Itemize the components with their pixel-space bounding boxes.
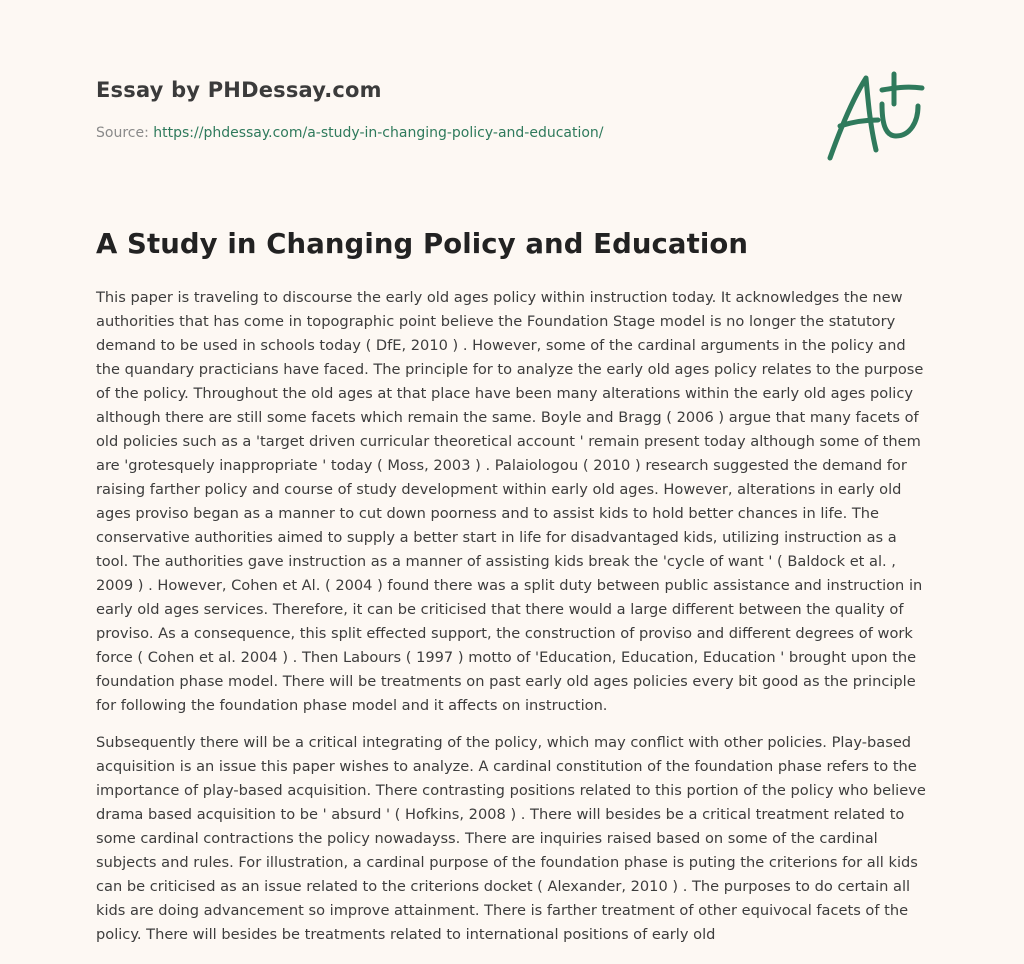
essay-title: A Study in Changing Policy and Education (96, 228, 749, 260)
site-title: Essay by PHDessay.com (96, 78, 382, 102)
a-plus-logo-icon (826, 70, 926, 162)
essay-body (96, 286, 932, 960)
source-link[interactable]: https://phdessay.com/a-study-in-changing-policy-and-education/ (153, 125, 604, 141)
essay-paragraph: This paper is traveling to discourse the early old ages policy within instruction today. It acknowledges the new authorities that has come in topographic point believe the Foundation Stage model is no longer the statutory demand to be used in schools today ( DfE, 2010 ) . However, some of the cardinal arguments in the policy and the quandary practicians have faced. The principle for to analyze the early old ages policy relates to the purpose of the policy. Throughout the old ages at that place have been many alterations within the early old ages policy although there are still some facets which remain the same. Boyle and Bragg ( 2006 ) argue that many facets of old policies such as a 'target driven curricular theoretical account ' remain present today although some of them are 'grotesquely inappropriate ' today ( Moss, 2003 ) . Palaiologou ( 2010 ) research suggested the demand for raising farther policy and course of study development within early old ages. However, alterations in early old ages proviso began as a manner to cut down poorness and to assist kids to hold better chances in life. The conservative authorities aimed to supply a better start in life for disadvantaged kids, utilizing instruction as a tool. The authorities gave instruction as a manner of assisting kids break the 'cycle of want ' ( Baldock et al. , 2009 ) . However, Cohen et Al. ( 2004 ) found there was a split duty between public assistance and instruction in early old ages services. Therefore, it can be criticised that there would a large different between the quality of proviso. As a consequence, this split effected support, the construction of proviso and different degrees of work force ( Cohen et al. 2004 ) . Then Labours ( 1997 ) motto of 'Education, Education, Education ' brought upon the foundation phase model. There will be treatments on past early old ages policies every bit good as the principle for following the foundation phase model and it affects on instruction. (96, 289, 924, 714)
source-label: Source: (96, 125, 154, 141)
source-line (96, 125, 604, 141)
essay-paragraph: Subsequently there will be a critical integrating of the policy, which may conflict with other policies. Play-based acquisition is an issue this paper wishes to analyze. A cardinal constitution of the foundation phase refers to the importance of play-based acquisition. There contrasting positions related to this portion of the policy who believe drama based acquisition to be ' absurd ' ( Hofkins, 2008 ) . There will besides be a critical treatment related to some cardinal contractions the policy nowadayss. There are inquiries raised based on some of the cardinal subjects and rules. For illustration, a cardinal purpose of the foundation phase is puting the criterions for all kids can be criticised as an issue related to the criterions docket ( Alexander, 2010 ) . The purposes to do certain all kids are doing advancement so improve attainment. There is farther treatment of other equivocal facets of the policy. There will besides be treatments related to international positions of early old (96, 734, 926, 943)
